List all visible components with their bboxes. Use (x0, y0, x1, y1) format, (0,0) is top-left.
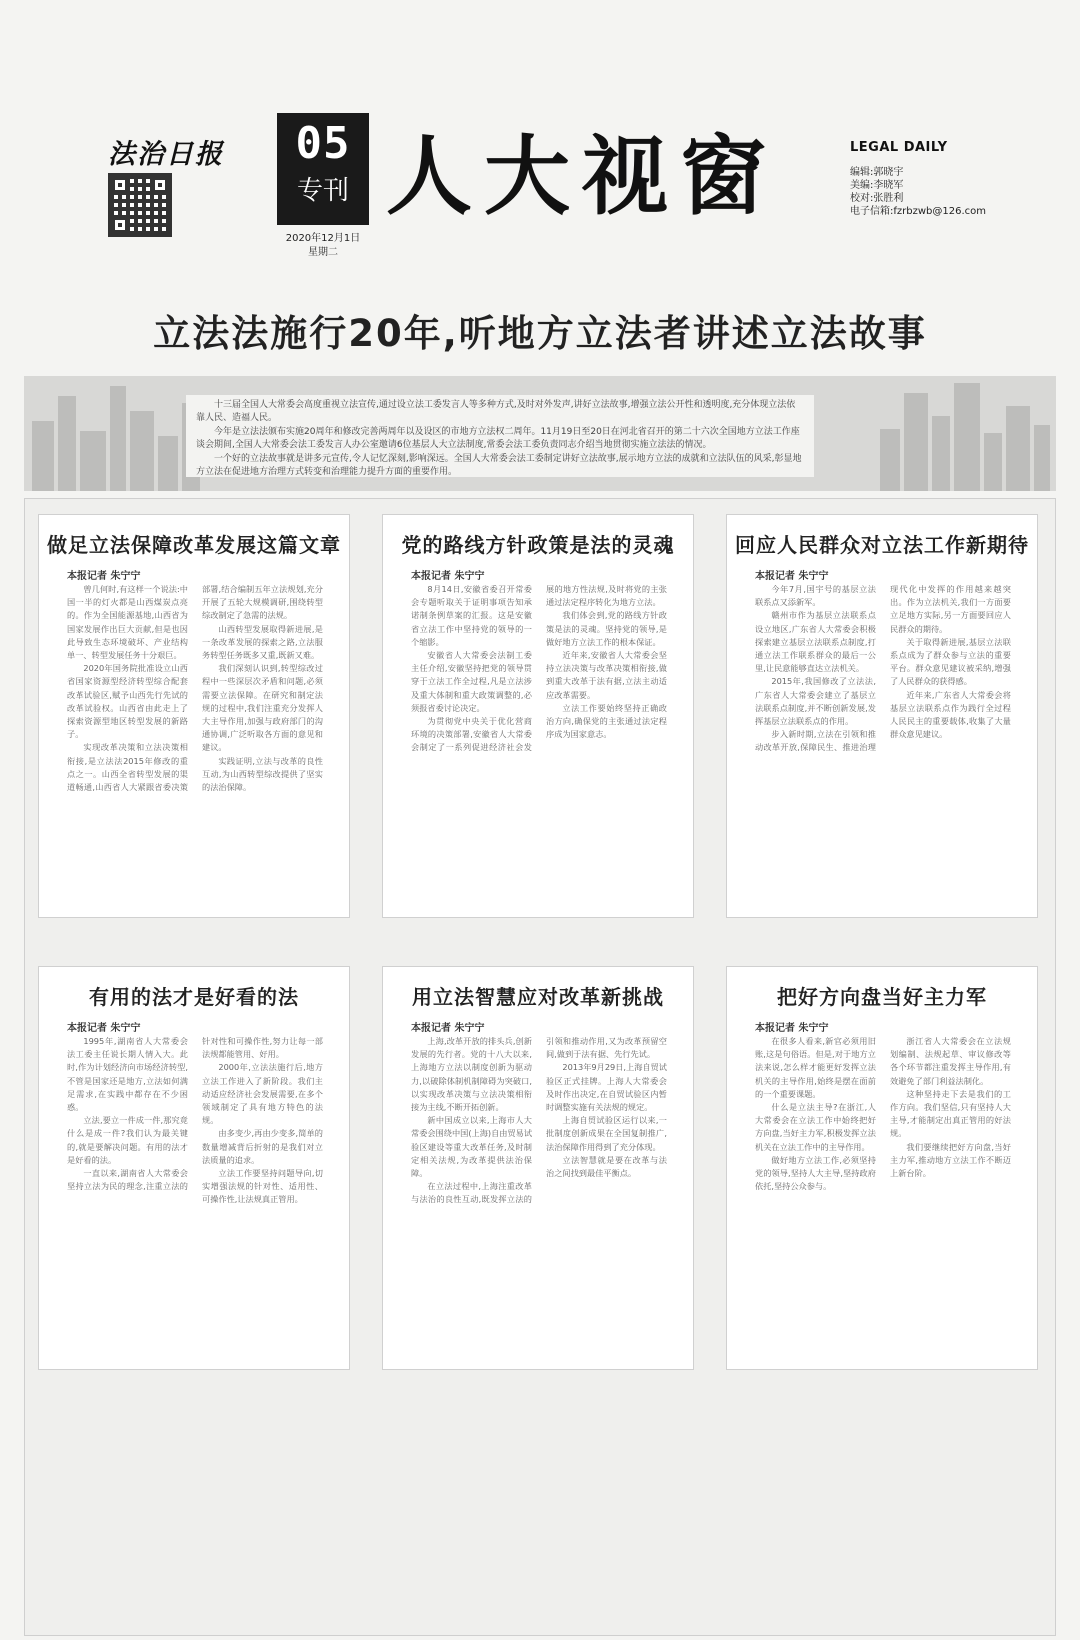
article-paragraph: 安徽省人大常委会法制工委主任介绍,安徽坚持把党的领导贯穿于立法工作全过程,凡是立法涉及重大体制和重大政策调整的,必须报省委讨论决定。 (411, 650, 532, 713)
newspaper-logo: 法治日报 (108, 139, 224, 170)
article-paragraph: 2000年,立法法施行后,地方立法工作进入了新阶段。我们主动适应经济社会发展需要,在多个领域制定了具有地方特色的法规。 (202, 1062, 323, 1126)
article-paragraph: 2013年9月29日,上海自贸试验区正式挂牌。上海人大常委会及时作出决定,在自贸试验区内暂时调整实施有关法规的规定。 (546, 1062, 667, 1113)
article-reporter: 本报记者 朱宁宁 (67, 571, 141, 582)
article-paragraph: 做好地方立法工作,必须坚持党的领导,坚持人大主导,坚持政府依托,坚持公众参与。 (755, 1154, 876, 1192)
article-paragraph: 实现改革决策和立法决策相衔接,是立法法2015年修改的重点之一。山西全省转型发展的渠道畅通,山西省人大紧跟省委决策部署,结合编制五年立法规划,充分开展了五轮大规模调研,围绕转型综改制定了急需的法规。 (67, 584, 323, 793)
article-paragraph: 山西转型发展取得新进展,是一条改革发展的探索之路,立法服务转型任务既多又重,既新又难。 (202, 623, 323, 661)
article-card (38, 966, 350, 1370)
article-paragraph: 新中国成立以来,上海市人大常委会围绕中国(上海)自由贸易试验区建设等重大改革任务,及时制定相关法规,为改革提供法治保障。 (411, 1115, 533, 1179)
article-paragraph: 由多变少,再由少变多,简单的数量增减背后折射的是我们对立法质量的追求。 (202, 1128, 323, 1165)
article-paragraph: 近年来,广东省人大常委会将基层立法联系点作为践行全过程人民民主的重要载体,收集了大量群众意见建议。 (890, 689, 1011, 740)
issue-badge (277, 113, 369, 225)
article-card (382, 966, 694, 1370)
intro-paragraph: 十三届全国人大常委会高度重视立法宣传,通过设立法工委发言人等多种方式,及时对外发声,讲好立法故事,增强立法公开性和透明度,充分体现立法依靠人民、造福人民。 (196, 400, 796, 423)
article-title: 做足立法保障改革发展这篇文章 (47, 533, 341, 557)
issue-date: 2020年12月1日 (285, 233, 361, 244)
credit-proofreader: 校对:张胜利 (850, 193, 904, 204)
article-card (726, 514, 1038, 918)
article-card (726, 966, 1038, 1370)
article-paragraph: 今年7月,国宇号的基层立法联系点又添新军。 (755, 584, 876, 608)
article-paragraph: 在很多人看来,新官必须用旧账,这是句俗语。但是,对于地方立法来说,怎么样才能更好发挥立法机关的主导作用,始终是摆在面前的一个重要课题。 (755, 1036, 876, 1099)
credit-email: 电子信箱:fzrbzwb@126.com (850, 206, 986, 217)
article-title: 党的路线方针政策是法的灵魂 (401, 533, 675, 557)
article-paragraph: 这种坚持走下去是我们的工作方向。我们坚信,只有坚持人大主导,才能制定出真正管用的好法规。 (890, 1088, 1011, 1139)
article-paragraph: 为贯彻党中央关于优化营商环境的决策部署,安徽省人大常委会制定了一系列促进经济社会发展的地方性法规,及时将党的主张通过法定程序转化为地方立法。 (411, 584, 667, 753)
article-title: 用立法智慧应对改革新挑战 (412, 985, 664, 1009)
article-paragraph: 浙江省人大常委会在立法规划编制、法规起草、审议修改等各个环节都注重发挥主导作用,有效避免了部门利益法制化。 (890, 1036, 1011, 1086)
credit-art-editor: 美编:李晓军 (850, 180, 904, 191)
legal-daily-label: LEGAL DAILY (850, 140, 948, 155)
intro-paragraph: 一个好的立法故事就是讲多元宣传,令人记忆深刻,影响深远。全国人大常委会法工委制定讲好立法故事,展示地方立法的成就和立法队伍的风采,彰显地方立法在促进地方治理方式转变和治理能力提升方面的重要作用。 (196, 454, 802, 477)
article-paragraph: 我们深刻认识到,转型综改过程中一些深层次矛盾和问题,必须需要立法保障。在研究和制定法规的过程中,我们注重充分发挥人大主导作用,加强与政府部门的沟通协调,广泛听取各方面的意见和建议。 (202, 663, 323, 753)
article-title: 把好方向盘当好主力军 (777, 985, 987, 1009)
article-reporter: 本报记者 朱宁宁 (67, 1023, 141, 1034)
article-paragraph: 立法工作要始终坚持正确政治方向,确保党的主张通过法定程序成为国家意志。 (546, 702, 667, 740)
article-body (67, 1035, 323, 1357)
article-title: 回应人民群众对立法工作新期待 (735, 533, 1029, 557)
article-paragraph: 步入新时期,立法在引领和推动改革开放,保障民生、推进治理现代化中发挥的作用越来越突出。作为立法机关,我们一方面要立足地方实际,另一方面要回应人民群众的期待。 (755, 584, 1011, 753)
issue-date-block (277, 232, 369, 260)
article-paragraph: 8月14日,安徽省委召开常委会专题听取关于证明事项告知承诺制条例草案的汇报。这是安徽省立法工作中坚持党的领导的一个缩影。 (411, 584, 532, 647)
article-paragraph: 立法工作要坚持问题导向,切实增强法规的针对性、适用性、可操作性,让法规真正管用。 (202, 1168, 323, 1205)
article-paragraph: 一直以来,湖南省人大常委会坚持立法为民的理念,注重立法的针对性和可操作性,努力让每一部法规都能管用、好用。 (67, 1036, 323, 1192)
article-card (38, 514, 350, 918)
article-paragraph: 实践证明,立法与改革的良性互动,为山西转型综改提供了坚实的法治保障。 (202, 755, 323, 793)
article-paragraph: 上海,改革开放的排头兵,创新发展的先行者。党的十八大以来,上海地方立法以制度创新为驱动力,以破除体制机制障碍为突破口,以实现改革决策与立法决策相衔接为主线,不断开拓创新。 (411, 1036, 532, 1113)
article-body (755, 1035, 1011, 1357)
article-card (382, 514, 694, 918)
article-paragraph: 赣州市作为基层立法联系点设立地区,广东省人大常委会积极探索建立基层立法联系点制度,打通立法工作联系群众的最后一公里,让民意能够直达立法机关。 (755, 610, 876, 674)
article-paragraph: 曾几何时,有这样一个说法:中国一半的灯火都是山西煤炭点亮的。作为全国能源基地,山西省为国家发展作出巨大贡献,但是也因此导致生态环境破坏、产业结构单一、转型发展任务十分艰巨。 (67, 584, 188, 661)
article-paragraph: 关于取得新进展,基层立法联系点成为了群众参与立法的重要平台。群众意见建议被采纳,增强了人民群众的获得感。 (890, 636, 1011, 687)
editor-credits (850, 166, 986, 218)
article-paragraph: 什么是立法主导?在浙江,人大常委会在立法工作中始终把好方向盘,当好主力军,积极发挥立法机关在立法工作中的主导作用。 (755, 1102, 876, 1152)
article-reporter: 本报记者 朱宁宁 (755, 1023, 829, 1034)
article-paragraph: 在立法过程中,上海注重改革与法治的良性互动,既发挥立法的引领和推动作用,又为改革预留空间,做到于法有据、先行先试。 (411, 1036, 667, 1205)
issue-label: 专刊 (296, 176, 349, 206)
article-paragraph: 2015年,我国修改了立法法,广东省人大常委会建立了基层立法联系点制度,并不断创新发展,发挥基层立法联系点的作用。 (755, 676, 876, 727)
article-paragraph: 我们体会到,党的路线方针政策是法的灵魂。坚持党的领导,是做好地方立法工作的根本保证。 (546, 610, 667, 647)
article-paragraph: 近年来,安徽省人大常委会坚持立法决策与改革决策相衔接,做到重大改革于法有据,立法主动适应改革需要。 (546, 650, 667, 700)
article-body (411, 583, 667, 905)
skyline-illustration-right (866, 376, 1056, 491)
article-paragraph: 我们要继续把好方向盘,当好主力军,推动地方立法工作不断迈上新台阶。 (890, 1141, 1011, 1179)
intro-text (186, 395, 814, 477)
article-reporter: 本报记者 朱宁宁 (411, 571, 485, 582)
issue-number: 05 (295, 118, 351, 169)
page-headline: 立法法施行20年,听地方立法者讲述立法故事 (153, 312, 927, 355)
section-title: 人大视窗 (386, 126, 778, 227)
article-body (411, 1035, 667, 1357)
article-paragraph: 立法,要立一件成一件,那究竟什么是成一件?我们认为最关键的,就是要解决问题。有用的法才是好看的法。 (67, 1115, 188, 1165)
intro-paragraph: 今年是立法法颁布实施20周年和修改完善两周年以及设区的市地方立法权二周年。11月19日至20日在河北省召开的第二十六次全国地方立法工作座谈会期间,全国人大常委会法工委发言人办公室邀请6位基层人大立法制度,常委会法工委负责同志介绍当地贯彻实施立法法的情况。 (196, 427, 800, 450)
article-reporter: 本报记者 朱宁宁 (411, 1023, 485, 1034)
article-paragraph: 1995年,湖南省人大常委会法工委主任说长期人情入大。此时,作为计划经济向市场经济转型,不管是国家还是地方,立法如何满足需求,在实践中都存在不少困惑。 (67, 1036, 188, 1113)
issue-weekday: 星期二 (308, 247, 338, 258)
article-paragraph: 上海自贸试验区运行以来,一批制度创新成果在全国复制推广,法治保障作用得到了充分体现。 (546, 1115, 667, 1152)
article-body (67, 583, 323, 905)
article-title: 有用的法才是好看的法 (89, 985, 299, 1009)
article-paragraph: 2020年国务院批准设立山西省国家资源型经济转型综合配套改革试验区,赋予山西先行先试的改革试验权。山西省由此走上了探索资源型地区转型发展的新路子。 (67, 663, 188, 740)
article-paragraph: 立法智慧就是要在改革与法治之间找到最佳平衡点。 (546, 1154, 667, 1179)
article-reporter: 本报记者 朱宁宁 (755, 571, 829, 582)
qr-code-icon (108, 173, 172, 237)
article-body (755, 583, 1011, 905)
credit-editor: 编辑:郭晓宇 (850, 167, 904, 178)
